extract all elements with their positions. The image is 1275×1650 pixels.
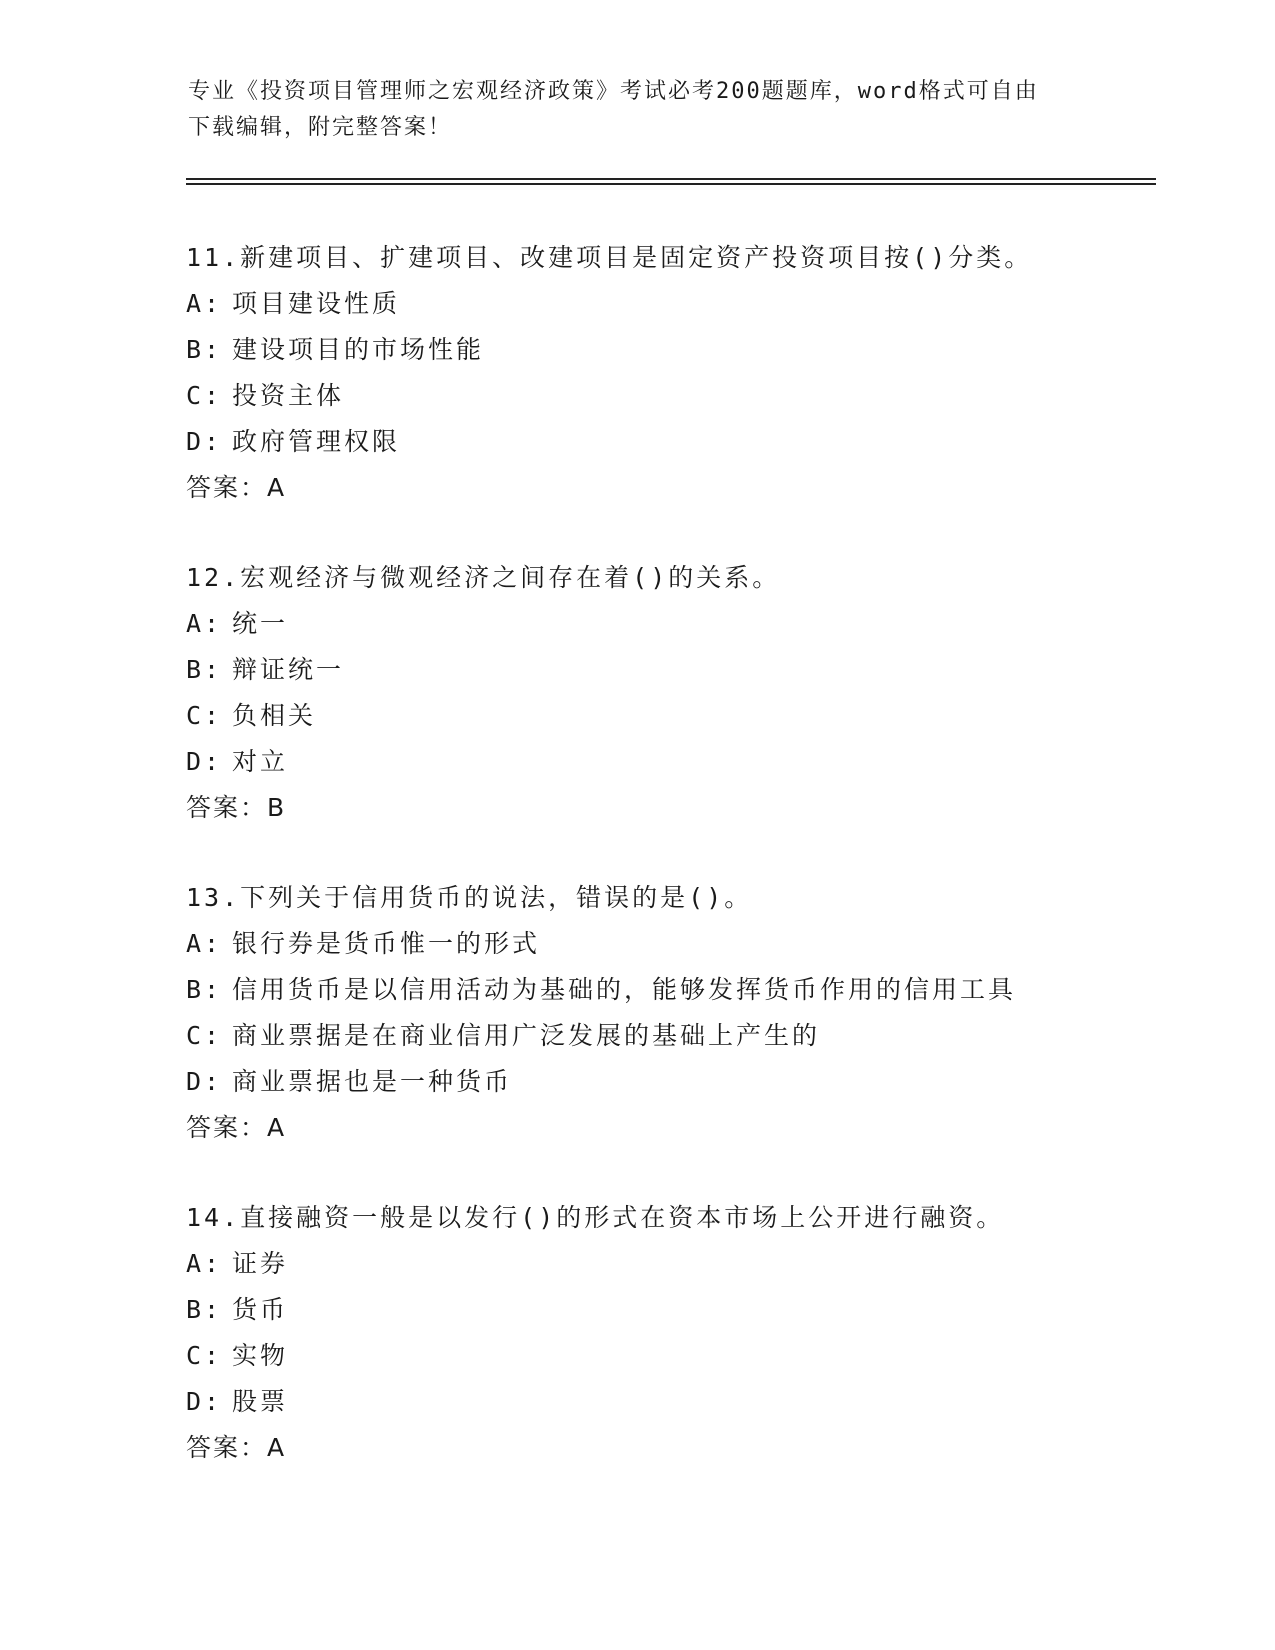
option-key: B:: [186, 975, 223, 1004]
option-b: [186, 967, 1136, 1013]
option-text: 商业票据也是一种货币: [232, 1067, 513, 1096]
option-c: [186, 1013, 1136, 1059]
option-c: [186, 1333, 1136, 1379]
option-text: 政府管理权限: [232, 427, 401, 456]
option-key: B:: [186, 335, 223, 364]
option-text: 商业票据是在商业信用广泛发展的基础上产生的: [232, 1021, 821, 1050]
option-d: [186, 1059, 1136, 1105]
option-d: [186, 419, 1136, 465]
option-key: B:: [186, 1295, 223, 1324]
option-c: [186, 693, 1136, 739]
option-text: 建设项目的市场性能: [232, 335, 485, 364]
option-key: A:: [186, 1249, 223, 1278]
answer-line: 答案：B: [186, 793, 287, 822]
answer-line: 答案：A: [186, 473, 287, 502]
option-a: [186, 281, 1136, 327]
question-block: [186, 555, 1136, 831]
option-text: 实物: [232, 1341, 289, 1370]
option-key: C:: [186, 1021, 223, 1050]
option-key: A:: [186, 289, 223, 318]
option-text: 股票: [232, 1387, 289, 1416]
option-text: 对立: [232, 747, 289, 776]
option-text: 统一: [232, 609, 289, 638]
option-text: 证券: [232, 1249, 289, 1278]
option-key: D:: [186, 427, 223, 456]
answer-line: 答案：A: [186, 1433, 287, 1462]
question-stem: 11.新建项目、扩建项目、改建项目是固定资产投资项目按()分类。: [186, 243, 1033, 272]
option-text: 辩证统一: [232, 655, 345, 684]
option-d: [186, 1379, 1136, 1425]
option-key: D:: [186, 1387, 223, 1416]
option-text: 银行券是货币惟一的形式: [232, 929, 541, 958]
option-key: C:: [186, 381, 223, 410]
document-header: [188, 74, 1088, 146]
answer-line: 答案：A: [186, 1113, 287, 1142]
option-b: [186, 327, 1136, 373]
header-line-1: 专业《投资项目管理师之宏观经济政策》考试必考200题题库，word格式可自由: [188, 79, 1039, 104]
option-text: 货币: [232, 1295, 289, 1324]
option-key: C:: [186, 1341, 223, 1370]
option-text: 投资主体: [232, 381, 345, 410]
option-key: A:: [186, 929, 223, 958]
option-key: D:: [186, 747, 223, 776]
option-key: D:: [186, 1067, 223, 1096]
option-key: A:: [186, 609, 223, 638]
option-b: [186, 647, 1136, 693]
question-block: [186, 875, 1136, 1151]
option-text: 项目建设性质: [232, 289, 401, 318]
option-d: [186, 739, 1136, 785]
option-b: [186, 1287, 1136, 1333]
question-block: [186, 1195, 1136, 1471]
question-stem: 12.宏观经济与微观经济之间存在着()的关系。: [186, 563, 781, 592]
option-key: C:: [186, 701, 223, 730]
header-divider-top: [186, 178, 1156, 180]
option-text: 信用货币是以信用活动为基础的，能够发挥货币作用的信用工具: [232, 975, 1017, 1004]
option-key: B:: [186, 655, 223, 684]
question-block: [186, 235, 1136, 511]
header-line-2: 下载编辑，附完整答案！: [188, 115, 453, 140]
header-divider-bottom: [186, 183, 1156, 185]
option-a: [186, 1241, 1136, 1287]
option-text: 负相关: [232, 701, 317, 730]
question-stem: 14.直接融资一般是以发行()的形式在资本市场上公开进行融资。: [186, 1203, 1005, 1232]
question-stem: 13.下列关于信用货币的说法，错误的是()。: [186, 883, 753, 912]
option-a: [186, 601, 1136, 647]
option-c: [186, 373, 1136, 419]
option-a: [186, 921, 1136, 967]
